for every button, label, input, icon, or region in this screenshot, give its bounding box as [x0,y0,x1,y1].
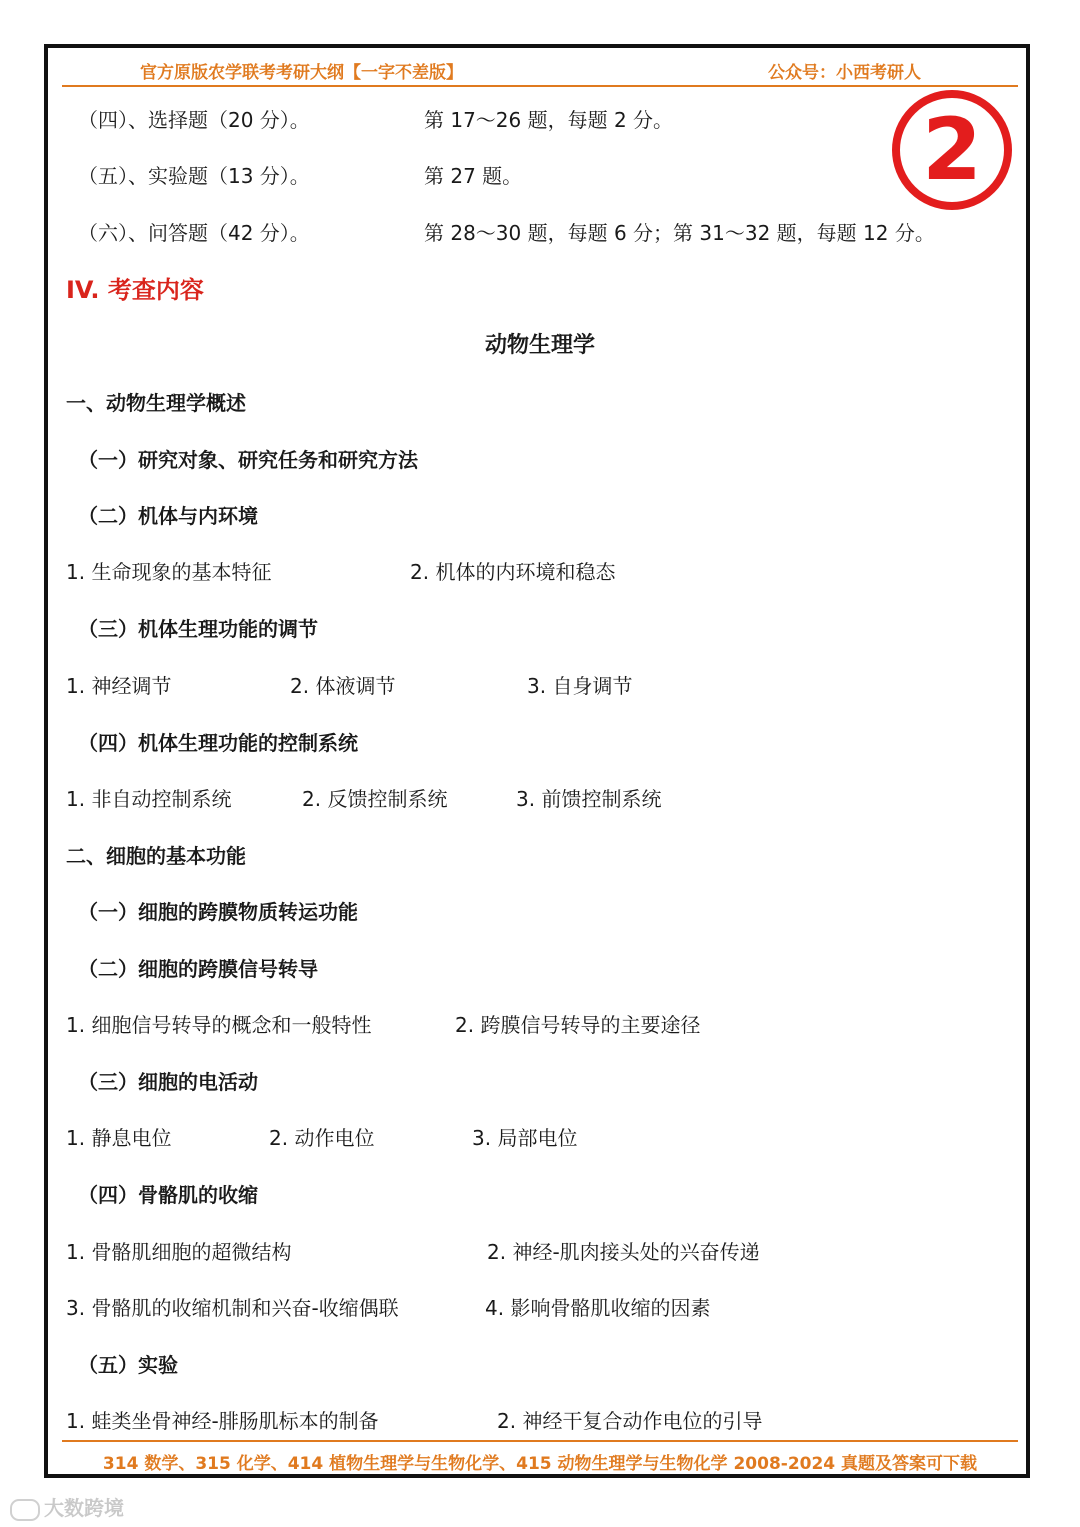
topic-item: 1. 静息电位 [66,1126,172,1150]
exam-part-name: （五）、实验题（13 分）。 [78,164,310,188]
footer-rule [62,1440,1018,1442]
chapter-heading: 一、动物生理学概述 [66,391,246,415]
topic-item: 3. 前馈控制系统 [516,787,662,811]
footer-text: 314 数学、315 化学、414 植物生理学与生物化学、415 动物生理学与生物化学 2008-2024 真题及答案可下载 [102,1454,978,1474]
topic-item: 3. 骨骼肌的收缩机制和兴奋-收缩偶联 [66,1296,399,1320]
topic-item: 2. 神经-肌肉接头处的兴奋传递 [487,1240,760,1264]
topic-item: 2. 动作电位 [269,1126,375,1150]
subsection-heading: （三）机体生理功能的调节 [78,617,318,641]
chapter-heading: 二、细胞的基本功能 [66,844,246,868]
watermark [10,1492,124,1521]
topic-item: 1. 骨骼肌细胞的超微结构 [66,1240,292,1264]
topic-item: 1. 细胞信号转导的概念和一般特性 [66,1013,372,1037]
topic-item: 2. 神经干复合动作电位的引导 [497,1409,763,1433]
exam-part-name: （四）、选择题（20 分）。 [78,108,310,132]
subsection-heading: （一）研究对象、研究任务和研究方法 [78,448,418,472]
header-title: 官方原版农学联考考研大纲【一字不差版】 [140,63,463,83]
subsection-heading: （一）细胞的跨膜物质转运功能 [78,900,358,924]
topic-item: 2. 体液调节 [290,674,396,698]
topic-item: 1. 神经调节 [66,674,172,698]
subsection-heading: （二）机体与内环境 [78,504,258,528]
page-number-stamp: 2 [892,90,1012,210]
watermark-logo-icon [10,1499,40,1521]
exam-part-detail: 第 28～30 题，每题 6 分；第 31～32 题，每题 12 分。 [424,221,935,245]
topic-item: 3. 自身调节 [527,674,633,698]
subsection-heading: （四）骨骼肌的收缩 [78,1183,258,1207]
section-heading: IV. 考查内容 [66,276,204,304]
topic-item: 2. 跨膜信号转导的主要途径 [455,1013,701,1037]
header-wechat: 公众号：小西考研人 [768,63,921,83]
topic-item: 2. 机体的内环境和稳态 [410,560,616,584]
topic-item: 2. 反馈控制系统 [302,787,448,811]
subsection-heading: （二）细胞的跨膜信号转导 [78,957,318,981]
topic-item: 3. 局部电位 [472,1126,578,1150]
subject-title: 动物生理学 [484,333,595,358]
exam-part-detail: 第 17～26 题，每题 2 分。 [424,108,674,132]
topic-item: 1. 非自动控制系统 [66,787,232,811]
watermark-text: 大数跨境 [44,1496,124,1520]
exam-part-name: （六）、问答题（42 分）。 [78,221,310,245]
header-rule [62,85,1018,87]
topic-item: 1. 生命现象的基本特征 [66,560,272,584]
exam-part-detail: 第 27 题。 [424,164,523,188]
topic-item: 1. 蛙类坐骨神经-腓肠肌标本的制备 [66,1409,379,1433]
topic-item: 4. 影响骨骼肌收缩的因素 [485,1296,711,1320]
subsection-heading: （四）机体生理功能的控制系统 [78,731,358,755]
subsection-heading: （三）细胞的电活动 [78,1070,258,1094]
subsection-heading: （五）实验 [78,1353,178,1377]
